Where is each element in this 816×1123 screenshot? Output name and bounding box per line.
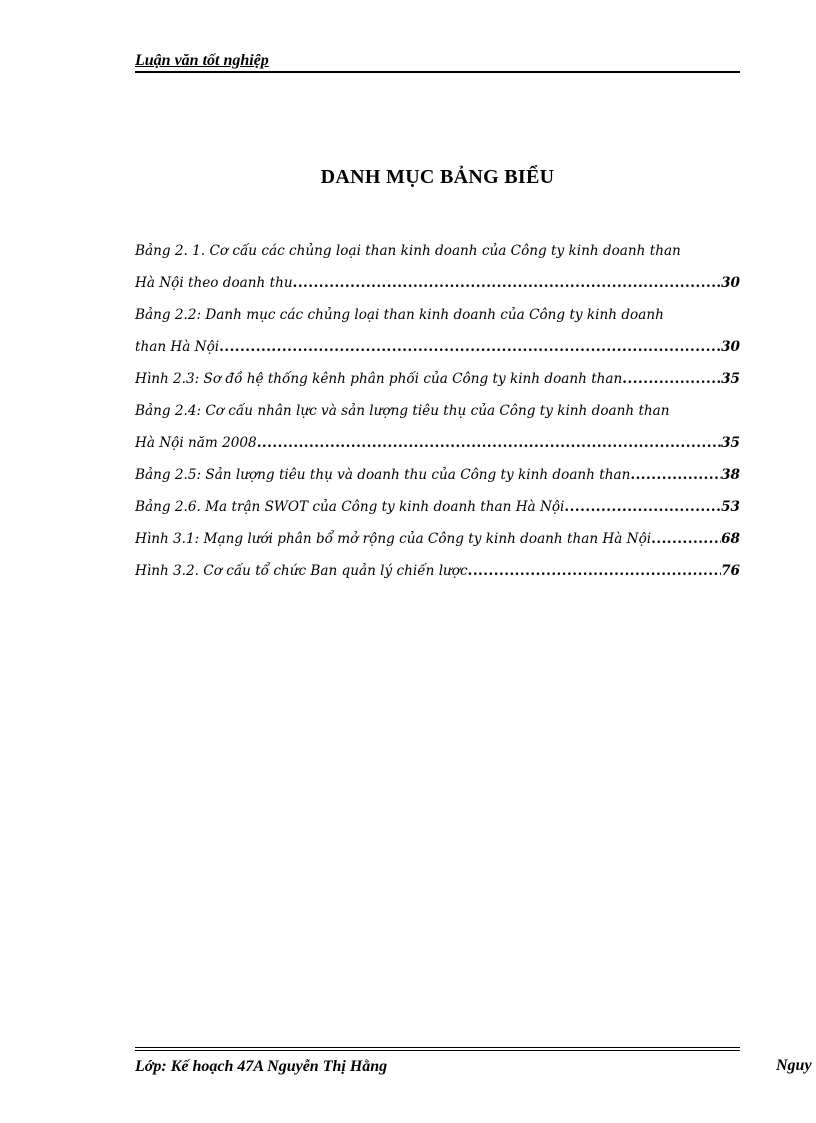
toc-entry[interactable] [135, 555, 740, 587]
toc-entry-line1: Bảng 2. 1. Cơ cấu các chủng loại than kinh doanh của Công ty kinh doanh than [135, 243, 681, 259]
dot-leader [219, 331, 721, 363]
toc-entry-line1: Bảng 2.2: Danh mục các chủng loại than kinh doanh của Công ty kinh doanh [135, 307, 664, 323]
toc-page-number: 30 [721, 339, 740, 355]
dot-leader [293, 267, 721, 299]
dot-leader [257, 427, 721, 459]
toc-page-number: 30 [721, 275, 740, 291]
page-header [135, 50, 740, 73]
footer-truncated-author: Nguy [776, 1057, 812, 1074]
toc-entry[interactable] [135, 459, 740, 491]
dot-leader [564, 491, 721, 523]
footer-class-author: Lớp: Kế hoạch 47A Nguyễn Thị Hằng [135, 1058, 388, 1075]
toc-entry-text: Hình 3.2. Cơ cấu tổ chức Ban quản lý chiến lược [135, 563, 468, 579]
toc-page-number: 53 [721, 499, 740, 515]
toc-entry-text: Hình 3.1: Mạng lưới phân bổ mở rộng của Công ty kinh doanh than Hà Nội [135, 531, 652, 547]
toc-entry[interactable] [135, 363, 740, 395]
header-title: Luận văn tốt nghiệp [135, 52, 269, 69]
toc-entry[interactable] [135, 299, 740, 363]
toc-page-number: 38 [721, 467, 740, 483]
toc-page-number: 35 [721, 435, 740, 451]
toc-page-number: 76 [721, 563, 740, 579]
toc-page-number: 35 [721, 371, 740, 387]
toc-page-number: 68 [721, 531, 740, 547]
table-of-contents [135, 235, 740, 587]
dot-leader [468, 555, 721, 587]
toc-entry-text: Bảng 2.6. Ma trận SWOT của Công ty kinh doanh than Hà Nội [135, 499, 565, 515]
toc-entry-text: Hà Nội năm 2008 [135, 435, 257, 451]
dot-leader [651, 523, 721, 555]
toc-entry-line1: Bảng 2.4: Cơ cấu nhân lực và sản lượng tiêu thụ của Công ty kinh doanh than [135, 403, 670, 419]
toc-entry[interactable] [135, 491, 740, 523]
page-footer [135, 1047, 740, 1075]
toc-entry[interactable] [135, 523, 740, 555]
toc-entry[interactable] [135, 235, 740, 299]
dot-leader [622, 363, 721, 395]
toc-entry-text: than Hà Nội [135, 339, 220, 355]
toc-entry-text: Hà Nội theo doanh thu [135, 275, 293, 291]
toc-entry[interactable] [135, 395, 740, 459]
toc-entry-text: Bảng 2.5: Sản lượng tiêu thụ và doanh thu của Công ty kinh doanh than [135, 467, 631, 483]
page-title: DANH MỤC BẢNG BIỂU [320, 166, 555, 188]
toc-entry-text: Hình 2.3: Sơ đồ hệ thống kênh phân phối của Công ty kinh doanh than [135, 371, 623, 387]
dot-leader [630, 459, 721, 491]
